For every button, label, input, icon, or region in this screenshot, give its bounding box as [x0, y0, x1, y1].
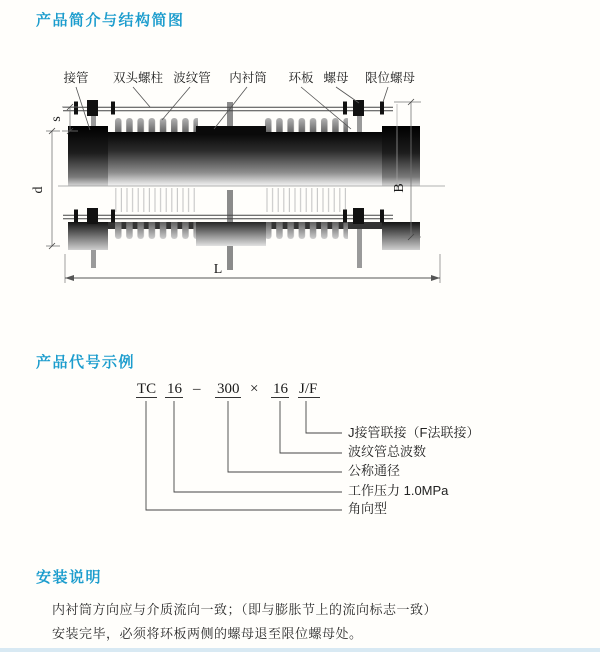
dimension-d: [46, 128, 60, 249]
structure-diagram: [0, 62, 600, 314]
page-bottom-strip: [0, 648, 600, 652]
part-label-nut: 螺母: [323, 71, 349, 85]
section-title-installation: 安装说明: [36, 569, 103, 586]
part-label-double-stud: 双头螺柱: [112, 71, 164, 85]
code-segment-dash: –: [193, 381, 201, 397]
part-label-bellows: 波纹管: [173, 71, 211, 85]
part-label-connecting-pipe: 接管: [63, 71, 89, 85]
code-segment-waves: 16: [273, 381, 288, 397]
code-segment-pressure: 16: [167, 381, 182, 397]
callout-wave-count: 波纹管总波数: [348, 444, 427, 459]
dimension-L: [65, 254, 440, 283]
dim-label-d: d: [31, 186, 46, 194]
section-title-product-code: 产品代号示例: [36, 354, 136, 371]
callout-angular-type: 角向型: [348, 501, 388, 516]
part-label-ring-plate: 环板: [288, 71, 314, 85]
code-segment-times: ×: [250, 381, 259, 397]
section-title-product-intro: 产品简介与结构简图: [36, 12, 185, 29]
joint-body-lower: [68, 222, 420, 250]
part-label-inner-liner: 内衬筒: [229, 71, 267, 85]
callout-working-pressure: 工作压力 1.0MPa: [348, 483, 449, 498]
dim-label-L: L: [213, 262, 223, 277]
install-instruction-line-1: 内衬筒方向应与介质流向一致；（即与膨胀节上的流向标志一致）: [52, 602, 438, 617]
dim-label-B: B: [392, 183, 407, 193]
product-code-figure: [0, 375, 600, 530]
code-segment-type: TC: [137, 381, 157, 397]
part-label-limit-nut: 限位螺母: [364, 71, 416, 85]
dim-label-s: s: [49, 116, 64, 122]
callout-nominal-diameter: 公称通径: [348, 463, 401, 478]
code-segment-connection: J/F: [299, 381, 318, 397]
code-callout-lines: [146, 401, 342, 510]
install-instruction-line-2: 安装完毕，必须将环板两侧的螺母退至限位螺母处。: [52, 626, 363, 641]
joint-body-upper: [68, 126, 420, 186]
code-segment-diameter: 300: [217, 381, 240, 397]
callout-connection-type: J接管联接（F法联接）: [348, 425, 480, 440]
inner-liner-band: [196, 126, 266, 134]
